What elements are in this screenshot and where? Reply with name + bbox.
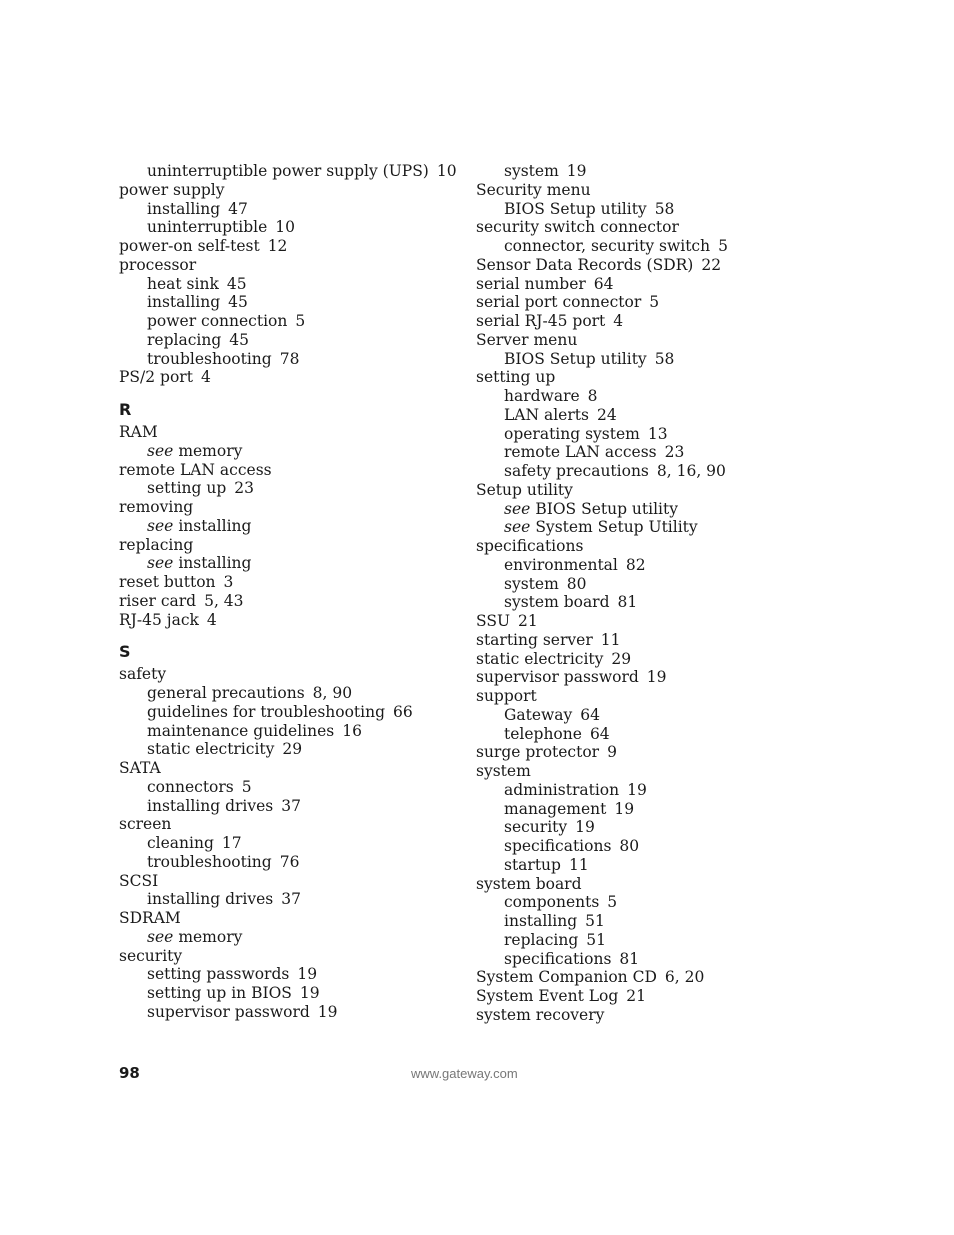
index-subentry — [476, 556, 816, 575]
index-subentry — [476, 706, 816, 725]
page-reference: 8 — [587, 387, 598, 405]
index-term: RJ-45 jack — [119, 610, 199, 629]
index-term: environmental — [504, 555, 618, 574]
index-term: general precautions — [147, 684, 305, 702]
index-term: LAN alerts — [504, 405, 589, 424]
index-term: connector, security switch — [504, 237, 711, 255]
page-reference: 80 — [566, 574, 587, 593]
index-term: supervisor password — [147, 1002, 310, 1021]
page-reference: 5 — [649, 293, 660, 312]
index-subentry — [119, 517, 459, 536]
page-reference: 3 — [223, 573, 234, 591]
index-subentry — [476, 500, 816, 519]
index-subentry — [119, 722, 459, 741]
index-term: BIOS Setup utility — [535, 499, 678, 518]
page-reference: 21 — [626, 987, 647, 1005]
index-term: replacing — [147, 330, 222, 349]
index-subentry — [119, 162, 459, 181]
page-reference: 45 — [229, 330, 249, 349]
index-subentry — [476, 425, 816, 444]
index-term: system — [504, 162, 559, 180]
index-subentry — [476, 800, 816, 819]
index-subentry — [119, 479, 459, 498]
index-subentry — [476, 518, 816, 537]
page-reference: 8, 90 — [312, 684, 353, 702]
index-term: system recovery — [476, 1005, 605, 1024]
index-entry — [476, 987, 816, 1006]
section-letter: R — [119, 400, 132, 419]
index-entry — [119, 592, 459, 611]
page-reference: 5 — [607, 893, 618, 912]
index-entry — [476, 331, 816, 350]
index-entry — [476, 181, 816, 200]
page-reference: 24 — [596, 405, 617, 424]
index-term: operating system — [504, 424, 640, 443]
page-reference: 5, 43 — [204, 591, 244, 610]
index-term: removing — [119, 498, 194, 516]
page-reference: 10 — [436, 162, 457, 180]
see-reference-label: see — [147, 516, 174, 535]
index-entry — [476, 275, 816, 294]
index-term: setting up — [476, 368, 556, 387]
page-reference: 19 — [575, 818, 595, 837]
index-term: installing — [504, 912, 578, 930]
page-reference: 23 — [664, 443, 685, 462]
index-term: startup — [504, 855, 561, 874]
index-subentry — [119, 834, 459, 853]
index-subentry — [476, 162, 816, 181]
index-term: BIOS Setup utility — [504, 349, 647, 368]
index-subentry — [119, 928, 459, 947]
index-subentry — [119, 350, 459, 369]
page-reference: 19 — [627, 780, 647, 799]
index-entry — [476, 650, 816, 669]
index-subentry — [476, 237, 816, 256]
index-term: static electricity — [476, 649, 604, 668]
index-entry — [119, 423, 459, 442]
index-subentry — [119, 331, 459, 350]
page-reference: 64 — [593, 274, 614, 293]
page-reference: 13 — [647, 424, 668, 443]
index-term: serial number — [476, 274, 586, 293]
page-reference: 66 — [393, 702, 413, 721]
page-reference: 19 — [297, 965, 318, 984]
index-term: SDRAM — [119, 909, 181, 927]
index-term: administration — [504, 780, 620, 799]
index-subentry — [476, 443, 816, 462]
index-term: processor — [119, 255, 197, 274]
index-term: Setup utility — [476, 480, 573, 499]
page-reference: 17 — [221, 834, 242, 852]
index-term: power-on self-test — [119, 237, 260, 255]
index-term: power supply — [119, 180, 225, 199]
index-entry — [119, 536, 459, 555]
index-term: installing — [178, 554, 252, 573]
see-reference-label: see — [504, 499, 531, 518]
index-subentry — [119, 797, 459, 816]
page-reference: 4 — [613, 312, 624, 330]
index-term: setting passwords — [147, 965, 290, 984]
index-subentry — [476, 931, 816, 950]
index-term: components — [504, 893, 600, 912]
page-reference: 51 — [586, 930, 606, 949]
page-reference: 64 — [589, 724, 610, 743]
page-reference: 4 — [206, 610, 217, 629]
index-entry — [119, 498, 459, 517]
index-term: installing — [178, 516, 252, 535]
index-term: specifications — [476, 537, 584, 555]
index-entry — [476, 687, 816, 706]
index-term: RAM — [119, 423, 158, 441]
page-reference: 47 — [228, 199, 248, 218]
index-term: installing — [147, 293, 221, 312]
index-term: system — [504, 574, 559, 593]
index-term: supervisor password — [476, 668, 639, 687]
index-entry — [476, 256, 816, 275]
page-reference: 9 — [607, 743, 617, 762]
page-reference: 45 — [228, 293, 248, 312]
index-entry — [476, 293, 816, 312]
index-entry — [476, 368, 816, 387]
index-subentry — [119, 703, 459, 722]
index-term: troubleshooting — [147, 349, 272, 368]
page-reference: 19 — [614, 799, 635, 818]
index-term: memory — [178, 927, 243, 946]
index-term: uninterruptible — [147, 218, 268, 237]
index-term: memory — [178, 441, 243, 460]
index-term: starting server — [476, 630, 593, 649]
page-reference: 58 — [654, 349, 675, 368]
index-term: system board — [476, 874, 582, 893]
index-term: serial port connector — [476, 293, 642, 312]
index-subentry — [119, 853, 459, 872]
index-term: safety — [119, 665, 167, 684]
index-subentry — [476, 856, 816, 875]
index-term: BIOS Setup utility — [504, 199, 647, 218]
index-subentry — [119, 293, 459, 312]
index-term: troubleshooting — [147, 852, 272, 871]
index-subentry — [119, 984, 459, 1003]
index-term: Gateway — [504, 705, 573, 724]
index-subentry — [119, 965, 459, 984]
index-term: Sensor Data Records (SDR) — [476, 255, 694, 274]
page-reference: 64 — [580, 705, 601, 724]
page-reference: 12 — [267, 237, 288, 255]
index-term: SATA — [119, 759, 161, 777]
index-subentry — [119, 1003, 459, 1022]
index-term: setting up in BIOS — [147, 984, 292, 1002]
index-term: specifications — [504, 837, 612, 855]
index-term: uninterruptible power supply (UPS) — [147, 162, 429, 180]
page-reference: 37 — [281, 796, 301, 815]
index-entry — [476, 743, 816, 762]
index-subentry — [119, 778, 459, 797]
index-subentry — [119, 275, 459, 294]
index-term: SCSI — [119, 871, 159, 890]
index-entry — [119, 815, 459, 834]
page-reference: 45 — [226, 274, 247, 293]
index-subentry — [476, 575, 816, 594]
index-entry — [476, 762, 816, 781]
index-entry — [119, 909, 459, 928]
index-entry — [119, 461, 459, 480]
index-term: security — [504, 818, 568, 837]
index-term: system board — [504, 593, 610, 612]
index-term: power connection — [147, 312, 288, 330]
index-entry — [476, 612, 816, 631]
index-subentry — [119, 200, 459, 219]
page-reference: 16 — [342, 721, 362, 740]
page-reference: 5 — [295, 312, 306, 330]
index-entry — [476, 875, 816, 894]
index-subentry — [476, 593, 816, 612]
index-term: riser card — [119, 591, 197, 610]
page-reference: 19 — [317, 1002, 338, 1021]
page-reference: 8, 16, 90 — [656, 462, 726, 480]
index-entry — [476, 631, 816, 650]
index-entry — [476, 968, 816, 987]
index-term: System Setup Utility — [535, 518, 698, 537]
index-term: installing drives — [147, 796, 274, 815]
index-term: PS/2 port — [119, 368, 193, 387]
index-entry — [476, 218, 816, 237]
index-entry — [476, 312, 816, 331]
index-subentry — [476, 950, 816, 969]
index-column-right — [476, 162, 816, 1025]
index-entry — [119, 368, 459, 387]
index-entry — [119, 872, 459, 891]
index-term: remote LAN access — [504, 443, 657, 462]
index-term: surge protector — [476, 743, 600, 762]
index-subentry — [476, 837, 816, 856]
page-reference: 19 — [566, 162, 587, 180]
page-reference: 80 — [619, 837, 640, 855]
page-reference: 51 — [585, 912, 605, 930]
page-reference: 82 — [625, 555, 646, 574]
page-number: 98 — [119, 1064, 140, 1082]
index-entry — [119, 181, 459, 200]
see-reference-label: see — [504, 518, 531, 537]
index-subentry — [476, 912, 816, 931]
index-term: serial RJ-45 port — [476, 312, 606, 330]
index-subentry — [119, 554, 459, 573]
index-term: setting up — [147, 479, 227, 498]
page-reference: 29 — [611, 649, 632, 668]
index-subentry — [119, 312, 459, 331]
index-term: static electricity — [147, 740, 275, 759]
page-reference: 81 — [617, 593, 638, 612]
index-term: Server menu — [476, 330, 578, 349]
page-reference: 6, 20 — [664, 968, 705, 987]
index-term: telephone — [504, 724, 582, 743]
page-reference: 11 — [600, 630, 621, 649]
index-entry — [476, 668, 816, 687]
index-subentry — [119, 684, 459, 703]
page-reference: 10 — [275, 218, 296, 237]
index-term: System Event Log — [476, 987, 619, 1005]
footer-url: www.gateway.com — [411, 1066, 518, 1081]
index-term: SSU — [476, 612, 511, 630]
index-term: security — [119, 946, 183, 965]
index-term: maintenance guidelines — [147, 721, 335, 740]
index-subentry — [476, 725, 816, 744]
index-entry — [476, 481, 816, 500]
index-term: remote LAN access — [119, 460, 272, 479]
index-term: guidelines for troubleshooting — [147, 702, 386, 721]
index-term: hardware — [504, 387, 580, 405]
index-term: support — [476, 687, 537, 705]
page-reference: 23 — [234, 479, 255, 498]
index-subentry — [476, 462, 816, 481]
page-reference: 58 — [654, 199, 675, 218]
index-term: replacing — [119, 535, 194, 554]
index-column-left — [119, 162, 459, 1022]
index-subentry — [119, 890, 459, 909]
page-reference: 5 — [241, 777, 252, 796]
index-subentry — [119, 218, 459, 237]
index-subentry — [476, 387, 816, 406]
index-term: management — [504, 799, 607, 818]
page-reference: 81 — [619, 949, 640, 968]
index-entry — [119, 237, 459, 256]
index-term: safety precautions — [504, 462, 649, 480]
page-reference: 5 — [718, 237, 728, 255]
page-reference: 37 — [281, 890, 301, 909]
index-term: System Companion CD — [476, 968, 657, 987]
page-reference: 11 — [568, 855, 589, 874]
index-entry — [119, 573, 459, 592]
index-term: system — [476, 762, 531, 780]
see-reference-label: see — [147, 554, 174, 573]
page-reference: 21 — [518, 612, 538, 630]
index-subentry — [476, 200, 816, 219]
index-entry — [119, 611, 459, 630]
index-term: screen — [119, 815, 172, 834]
index-entry — [119, 947, 459, 966]
index-subentry — [476, 406, 816, 425]
page-reference: 22 — [701, 255, 722, 274]
index-subentry — [476, 350, 816, 369]
page-reference: 19 — [299, 984, 320, 1002]
see-reference-label: see — [147, 927, 174, 946]
index-term: installing — [147, 199, 221, 218]
index-term: installing drives — [147, 890, 274, 909]
page-reference: 29 — [282, 740, 303, 759]
index-term: reset button — [119, 573, 216, 591]
index-entry — [119, 759, 459, 778]
see-reference-label: see — [147, 441, 174, 460]
index-term: specifications — [504, 949, 612, 968]
page-reference: 19 — [646, 668, 667, 687]
page-reference: 78 — [279, 349, 300, 368]
index-entry — [119, 256, 459, 275]
index-term: cleaning — [147, 834, 214, 852]
index-subentry — [476, 893, 816, 912]
index-term: security switch connector — [476, 218, 679, 237]
index-subentry — [119, 740, 459, 759]
index-term: heat sink — [147, 274, 219, 293]
index-entry — [476, 1006, 816, 1025]
index-term: connectors — [147, 777, 234, 796]
index-entry — [476, 537, 816, 556]
index-entry — [119, 665, 459, 684]
index-subentry — [119, 442, 459, 461]
section-letter: S — [119, 642, 131, 662]
page-reference: 76 — [279, 852, 300, 871]
page-reference: 4 — [200, 368, 211, 387]
index-term: replacing — [504, 930, 579, 949]
index-term: Security menu — [476, 180, 591, 199]
index-subentry — [476, 818, 816, 837]
index-subentry — [476, 781, 816, 800]
